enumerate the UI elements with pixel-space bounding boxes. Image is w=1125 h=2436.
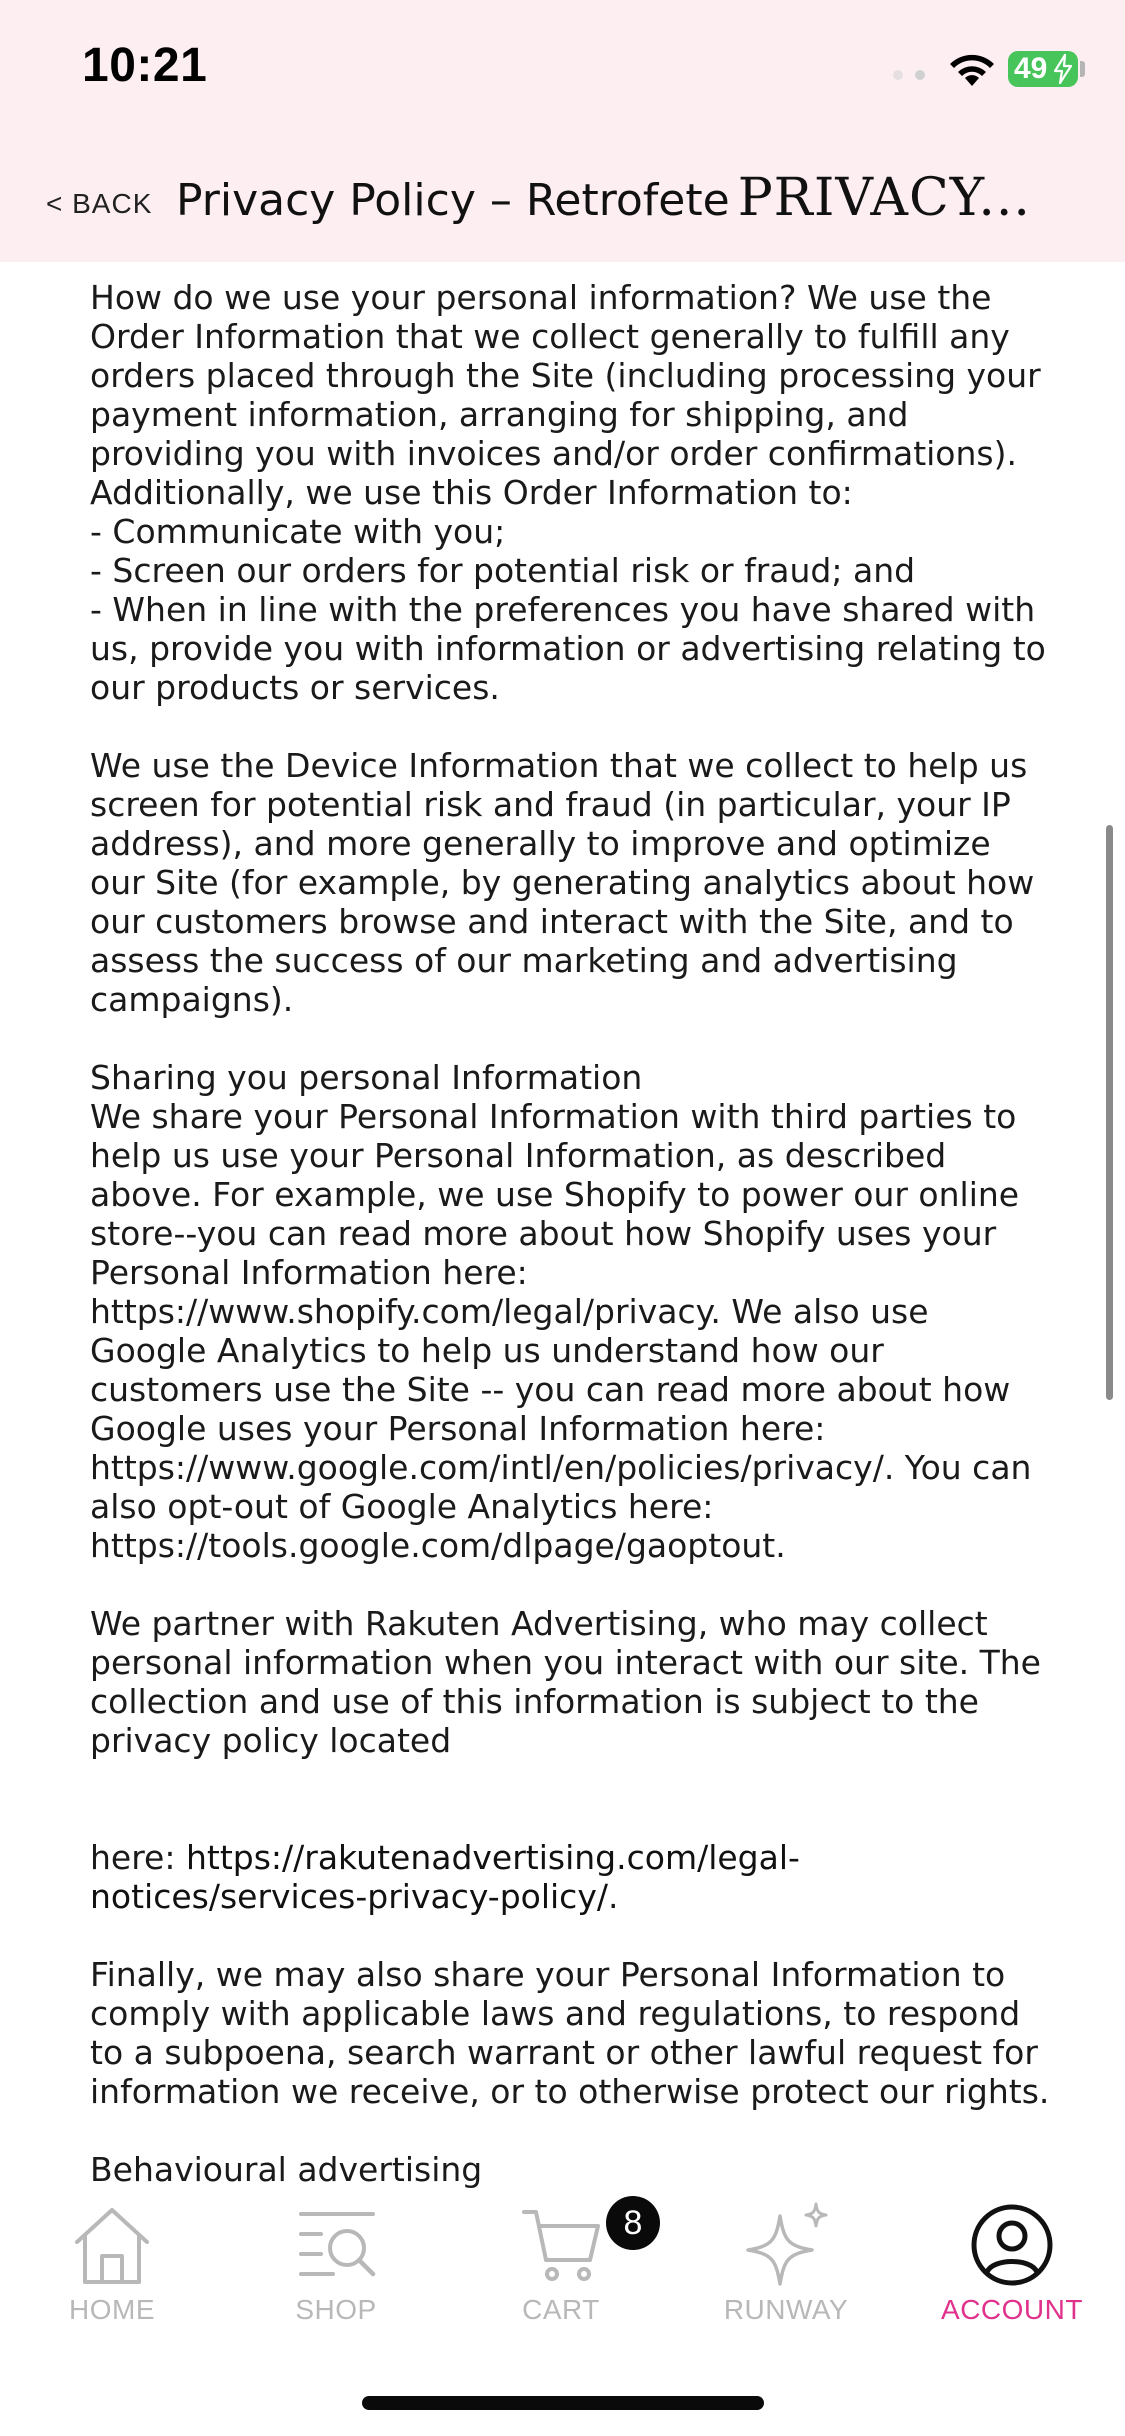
bolt-icon (1053, 54, 1073, 84)
home-icon (69, 2202, 155, 2288)
shop-search-icon (293, 2202, 379, 2288)
cart-count-badge: 8 (606, 2196, 660, 2250)
paragraph-rakuten: We partner with Rakuten Advertising, who may collect personal information when you interact with our site. The collection and use of this information is subject to the privacy policy located (90, 1604, 1041, 1760)
tab-home[interactable] (22, 2202, 202, 2326)
cart-icon (518, 2202, 604, 2288)
back-button[interactable]: < BACK (46, 188, 153, 219)
wifi-icon (946, 50, 998, 88)
scrollbar[interactable] (1106, 825, 1113, 1400)
paragraph-rakuten-link (90, 1838, 1050, 1916)
rakuten-privacy-link[interactable]: https://rakutenadvertising.com/legal-notices/services-privacy-policy/ (90, 1838, 800, 1916)
home-indicator[interactable] (362, 2396, 764, 2410)
rakuten-here-text: here: (90, 1838, 186, 1877)
page-title-brand: PRIVACY... (737, 168, 1031, 228)
behavioural-heading: Behavioural advertising (90, 2150, 483, 2189)
rakuten-end-text: . (607, 1877, 619, 1916)
paragraph-device-info: We use the Device Information that we collect to help us screen for potential risk and fraud (in particular, your IP address), and more generally to improve and optimize our Site (for example, by generating analytics about how our customers browse and interact with the Site, and to assess the success of our marketing and advertising campaigns). (90, 746, 1035, 1019)
sharing-heading: Sharing you personal Information (90, 1058, 643, 1097)
sparkle-icon (736, 2202, 836, 2288)
tab-shop[interactable] (246, 2202, 426, 2326)
tab-account[interactable] (922, 2202, 1102, 2326)
status-time: 10:21 (82, 39, 208, 92)
tab-account-label: ACCOUNT (941, 2294, 1083, 2325)
page-title-text: Privacy Policy – Retrofete (176, 175, 730, 226)
policy-content (90, 278, 1050, 2189)
header (0, 0, 1125, 262)
account-icon (969, 2202, 1055, 2288)
tab-home-label: HOME (69, 2294, 155, 2325)
tab-shop-label: SHOP (295, 2294, 377, 2325)
battery-tip (1080, 61, 1085, 77)
tab-runway[interactable] (696, 2202, 876, 2326)
paragraph-finally: Finally, we may also share your Personal Information to comply with applicable laws and regulations, to respond to a subpoena, search warrant or other lawful request for information we receive, or to otherwise protect our rights. (90, 1955, 1050, 2111)
tab-cart-label: CART (522, 2294, 600, 2325)
battery-level: 49 (1014, 52, 1048, 85)
paragraph-use-info: How do we use your personal information? We use the Order Information that we collect generally to fulfill any orders placed through the Site (including processing your payment information, arranging for shipping, and providing you with invoices and/or order confirmations). Additionally, we use this Order Information to: - Communicate with you; - Screen our orders for potential risk or fraud; and - When in line with the preferences you have shared with us, provide you with information or advertising relating to our products or services. (90, 278, 1046, 707)
tab-runway-label: RUNWAY (723, 2294, 849, 2325)
paragraph-sharing: We share your Personal Information with third parties to help us use your Personal Information, as described above. For example, we use Shopify to power our online store--you can read more about how Shopify uses your Personal Information here: https://www.shopify.com/legal/privacy. We also use Google Analytics to help us understand how our customers use the Site -- you can read more about how Google uses your Personal Information here: https://www.google.com/intl/en/policies/privacy/. You can also opt-out of Google Analytics here: https://tools.google.com/dlpage/gaoptout. (90, 1097, 1032, 1565)
cellular-signal-icon (893, 70, 933, 84)
page-title (176, 168, 1031, 228)
battery-icon (1008, 51, 1078, 87)
